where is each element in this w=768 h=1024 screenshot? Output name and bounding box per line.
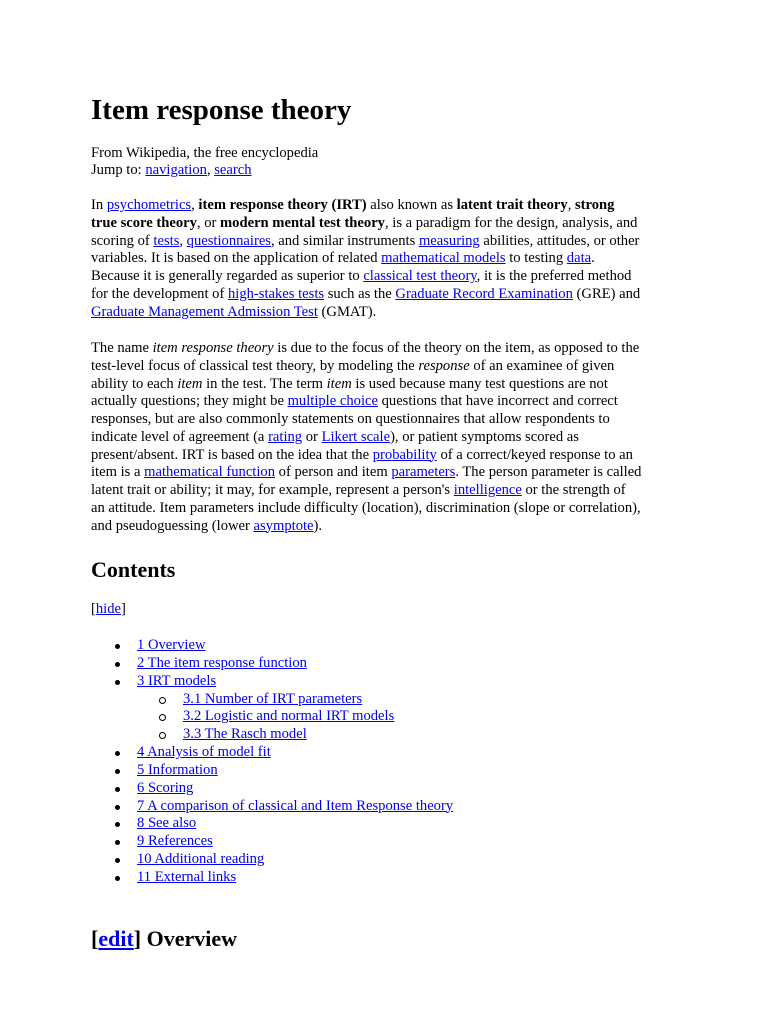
- link-probability[interactable]: probability: [372, 446, 437, 463]
- toc-item: [91, 655, 453, 673]
- toc-link-model-fit[interactable]: 4 Analysis of model fit: [137, 744, 271, 761]
- text: (GMAT).: [317, 303, 377, 320]
- toc-toggle: [91, 601, 126, 619]
- toc-item: [91, 744, 453, 762]
- text: for the development of: [91, 285, 228, 302]
- text: also known as: [366, 197, 457, 213]
- toc-link-logistic-normal-models[interactable]: 3.2 Logistic and normal IRT models: [183, 708, 395, 725]
- toc-link-external-links[interactable]: 11 External links: [137, 868, 237, 885]
- toc-link-references[interactable]: 9 References: [137, 833, 213, 850]
- link-data[interactable]: data: [566, 250, 592, 267]
- italic-term: item response theory: [152, 340, 274, 356]
- text: ,: [191, 197, 199, 213]
- bracket: [: [91, 926, 99, 951]
- link-asymptote[interactable]: asymptote: [253, 517, 314, 534]
- page-title: Item response theory: [91, 94, 352, 126]
- bracket: [: [91, 601, 96, 617]
- toc-link-irt-models[interactable]: 3 IRT models: [137, 672, 217, 689]
- text: indicate level of agreement (a: [91, 428, 269, 445]
- toc-link-number-of-parameters[interactable]: 3.1 Number of IRT parameters: [183, 690, 363, 707]
- toc-item: [91, 762, 453, 780]
- link-mathematical-function[interactable]: mathematical function: [144, 464, 275, 481]
- text: of person and item: [275, 464, 392, 481]
- bold-term-latent-trait: latent trait theory: [456, 197, 568, 213]
- text: ,: [179, 232, 187, 249]
- toc-link-rasch-model[interactable]: 3.3 The Rasch model: [183, 726, 307, 743]
- toc-link-scoring[interactable]: 6 Scoring: [137, 779, 194, 796]
- text: is due to the focus of the theory on the item, as opposed to the: [273, 340, 640, 356]
- text: questions that have incorrect and correct: [377, 393, 618, 410]
- text: ), or patient symptoms scored as: [390, 428, 579, 445]
- site-subtitle: From Wikipedia, the free encyclopedia: [91, 145, 319, 161]
- text: present/absent. IRT is based on the idea that the: [91, 446, 373, 463]
- text: in the test. The term: [202, 375, 327, 392]
- bold-term-modern: modern mental test theory: [220, 214, 385, 231]
- toc-link-item-response-function[interactable]: 2 The item response function: [137, 654, 307, 671]
- bracket: ]: [121, 601, 126, 617]
- toc-link-overview[interactable]: 1 Overview: [137, 637, 206, 653]
- text: ability to each: [91, 375, 178, 392]
- intro-paragraph-2: [91, 340, 691, 535]
- toc-link-information[interactable]: 5 Information: [137, 761, 218, 778]
- toc-item: [91, 798, 453, 816]
- italic-term: item: [177, 375, 203, 392]
- italic-term: item: [326, 375, 352, 392]
- link-likert-scale[interactable]: Likert scale: [321, 428, 391, 445]
- bold-term-strong: strong: [575, 197, 615, 213]
- edit-section-link[interactable]: edit: [98, 926, 134, 951]
- section-heading-overview: [91, 925, 237, 953]
- text: such as the: [324, 285, 396, 302]
- link-classical-test-theory[interactable]: classical test theory: [363, 268, 477, 284]
- text: , or: [196, 214, 221, 231]
- toc-link-additional-reading[interactable]: 10 Additional reading: [137, 851, 265, 868]
- text: (GRE) and: [572, 285, 641, 302]
- toc-item: [91, 780, 453, 798]
- text: The name: [91, 340, 153, 356]
- bracket: ]: [133, 926, 142, 951]
- toc-link-comparison[interactable]: 7 A comparison of classical and Item Response theory: [137, 797, 454, 814]
- link-mathematical-models[interactable]: mathematical models: [381, 250, 506, 267]
- text: Because it is generally regarded as superior to: [91, 268, 364, 284]
- link-psychometrics[interactable]: psychometrics: [106, 197, 192, 213]
- text: and pseudoguessing (lower: [91, 517, 254, 534]
- text: ).: [313, 517, 323, 534]
- text: scoring of: [91, 232, 154, 249]
- link-questionnaires[interactable]: questionnaires: [186, 232, 271, 249]
- text: responses, but are also commonly statements on questionnaires that allow respondents to: [91, 411, 610, 427]
- link-gmat[interactable]: Graduate Management Admission Test: [91, 303, 318, 320]
- link-parameters[interactable]: parameters: [391, 464, 456, 481]
- text: In: [91, 197, 107, 213]
- text: abilities, attitudes, or other: [479, 232, 640, 249]
- toc-item: [91, 673, 453, 691]
- jump-to-label: Jump to:: [91, 162, 142, 178]
- bold-term-irt: item response theory (IRT): [198, 197, 367, 213]
- toc-item: [91, 833, 453, 851]
- jump-search-link[interactable]: search: [214, 162, 252, 178]
- text: variables. It is based on the application of related: [91, 250, 382, 267]
- text: an attitude. Item parameters include difficulty (location), discrimination (slope or correlation),: [91, 499, 641, 516]
- text: . The person parameter is called: [455, 464, 642, 481]
- toc-subitem: [91, 726, 453, 744]
- link-measuring[interactable]: measuring: [418, 232, 480, 249]
- toc-heading: Contents: [91, 557, 176, 582]
- toc-item: [91, 869, 453, 887]
- link-tests[interactable]: tests: [153, 232, 180, 249]
- bold-term-true-score: true score theory: [91, 214, 197, 231]
- text: of an examinee of given: [469, 357, 615, 374]
- text: , is a paradigm for the design, analysis, and: [384, 214, 638, 231]
- text: actually questions; they might be: [91, 393, 288, 410]
- link-intelligence[interactable]: intelligence: [453, 482, 522, 498]
- text: or: [302, 428, 322, 445]
- toc-hide-link[interactable]: hide: [95, 601, 122, 617]
- text: to testing: [505, 250, 567, 267]
- intro-paragraph-1: [91, 197, 691, 321]
- link-multiple-choice[interactable]: multiple choice: [287, 393, 378, 410]
- toc-item: [91, 637, 453, 655]
- toc-list: [91, 637, 453, 887]
- text: , it is the preferred method: [476, 268, 632, 284]
- toc-subitem: [91, 708, 453, 726]
- toc-item: [91, 815, 453, 833]
- italic-term: response: [418, 357, 470, 374]
- text: of a correct/keyed response to an: [436, 446, 633, 463]
- text: item is a: [91, 464, 145, 481]
- toc-link-see-also[interactable]: 8 See also: [137, 815, 197, 832]
- toc-item: [91, 851, 453, 869]
- text: latent trait or ability; it may, for example, represent a person's: [91, 482, 454, 498]
- text: ,: [567, 197, 575, 213]
- link-rating[interactable]: rating: [268, 428, 303, 445]
- section-title: Overview: [141, 926, 238, 951]
- jump-to-bar: [91, 162, 252, 180]
- text: is used because many test questions are not: [351, 375, 608, 392]
- jump-separator: ,: [206, 162, 215, 178]
- link-gre[interactable]: Graduate Record Examination: [395, 285, 573, 302]
- toc-subitem: [91, 691, 453, 709]
- jump-navigation-link[interactable]: navigation: [145, 162, 207, 178]
- text: .: [591, 250, 595, 267]
- text: , and similar instruments: [270, 232, 419, 249]
- link-high-stakes-tests[interactable]: high-stakes tests: [227, 285, 325, 302]
- text: or the strength of: [521, 482, 626, 498]
- text: test-level focus of classical test theory, by modeling the: [91, 357, 419, 374]
